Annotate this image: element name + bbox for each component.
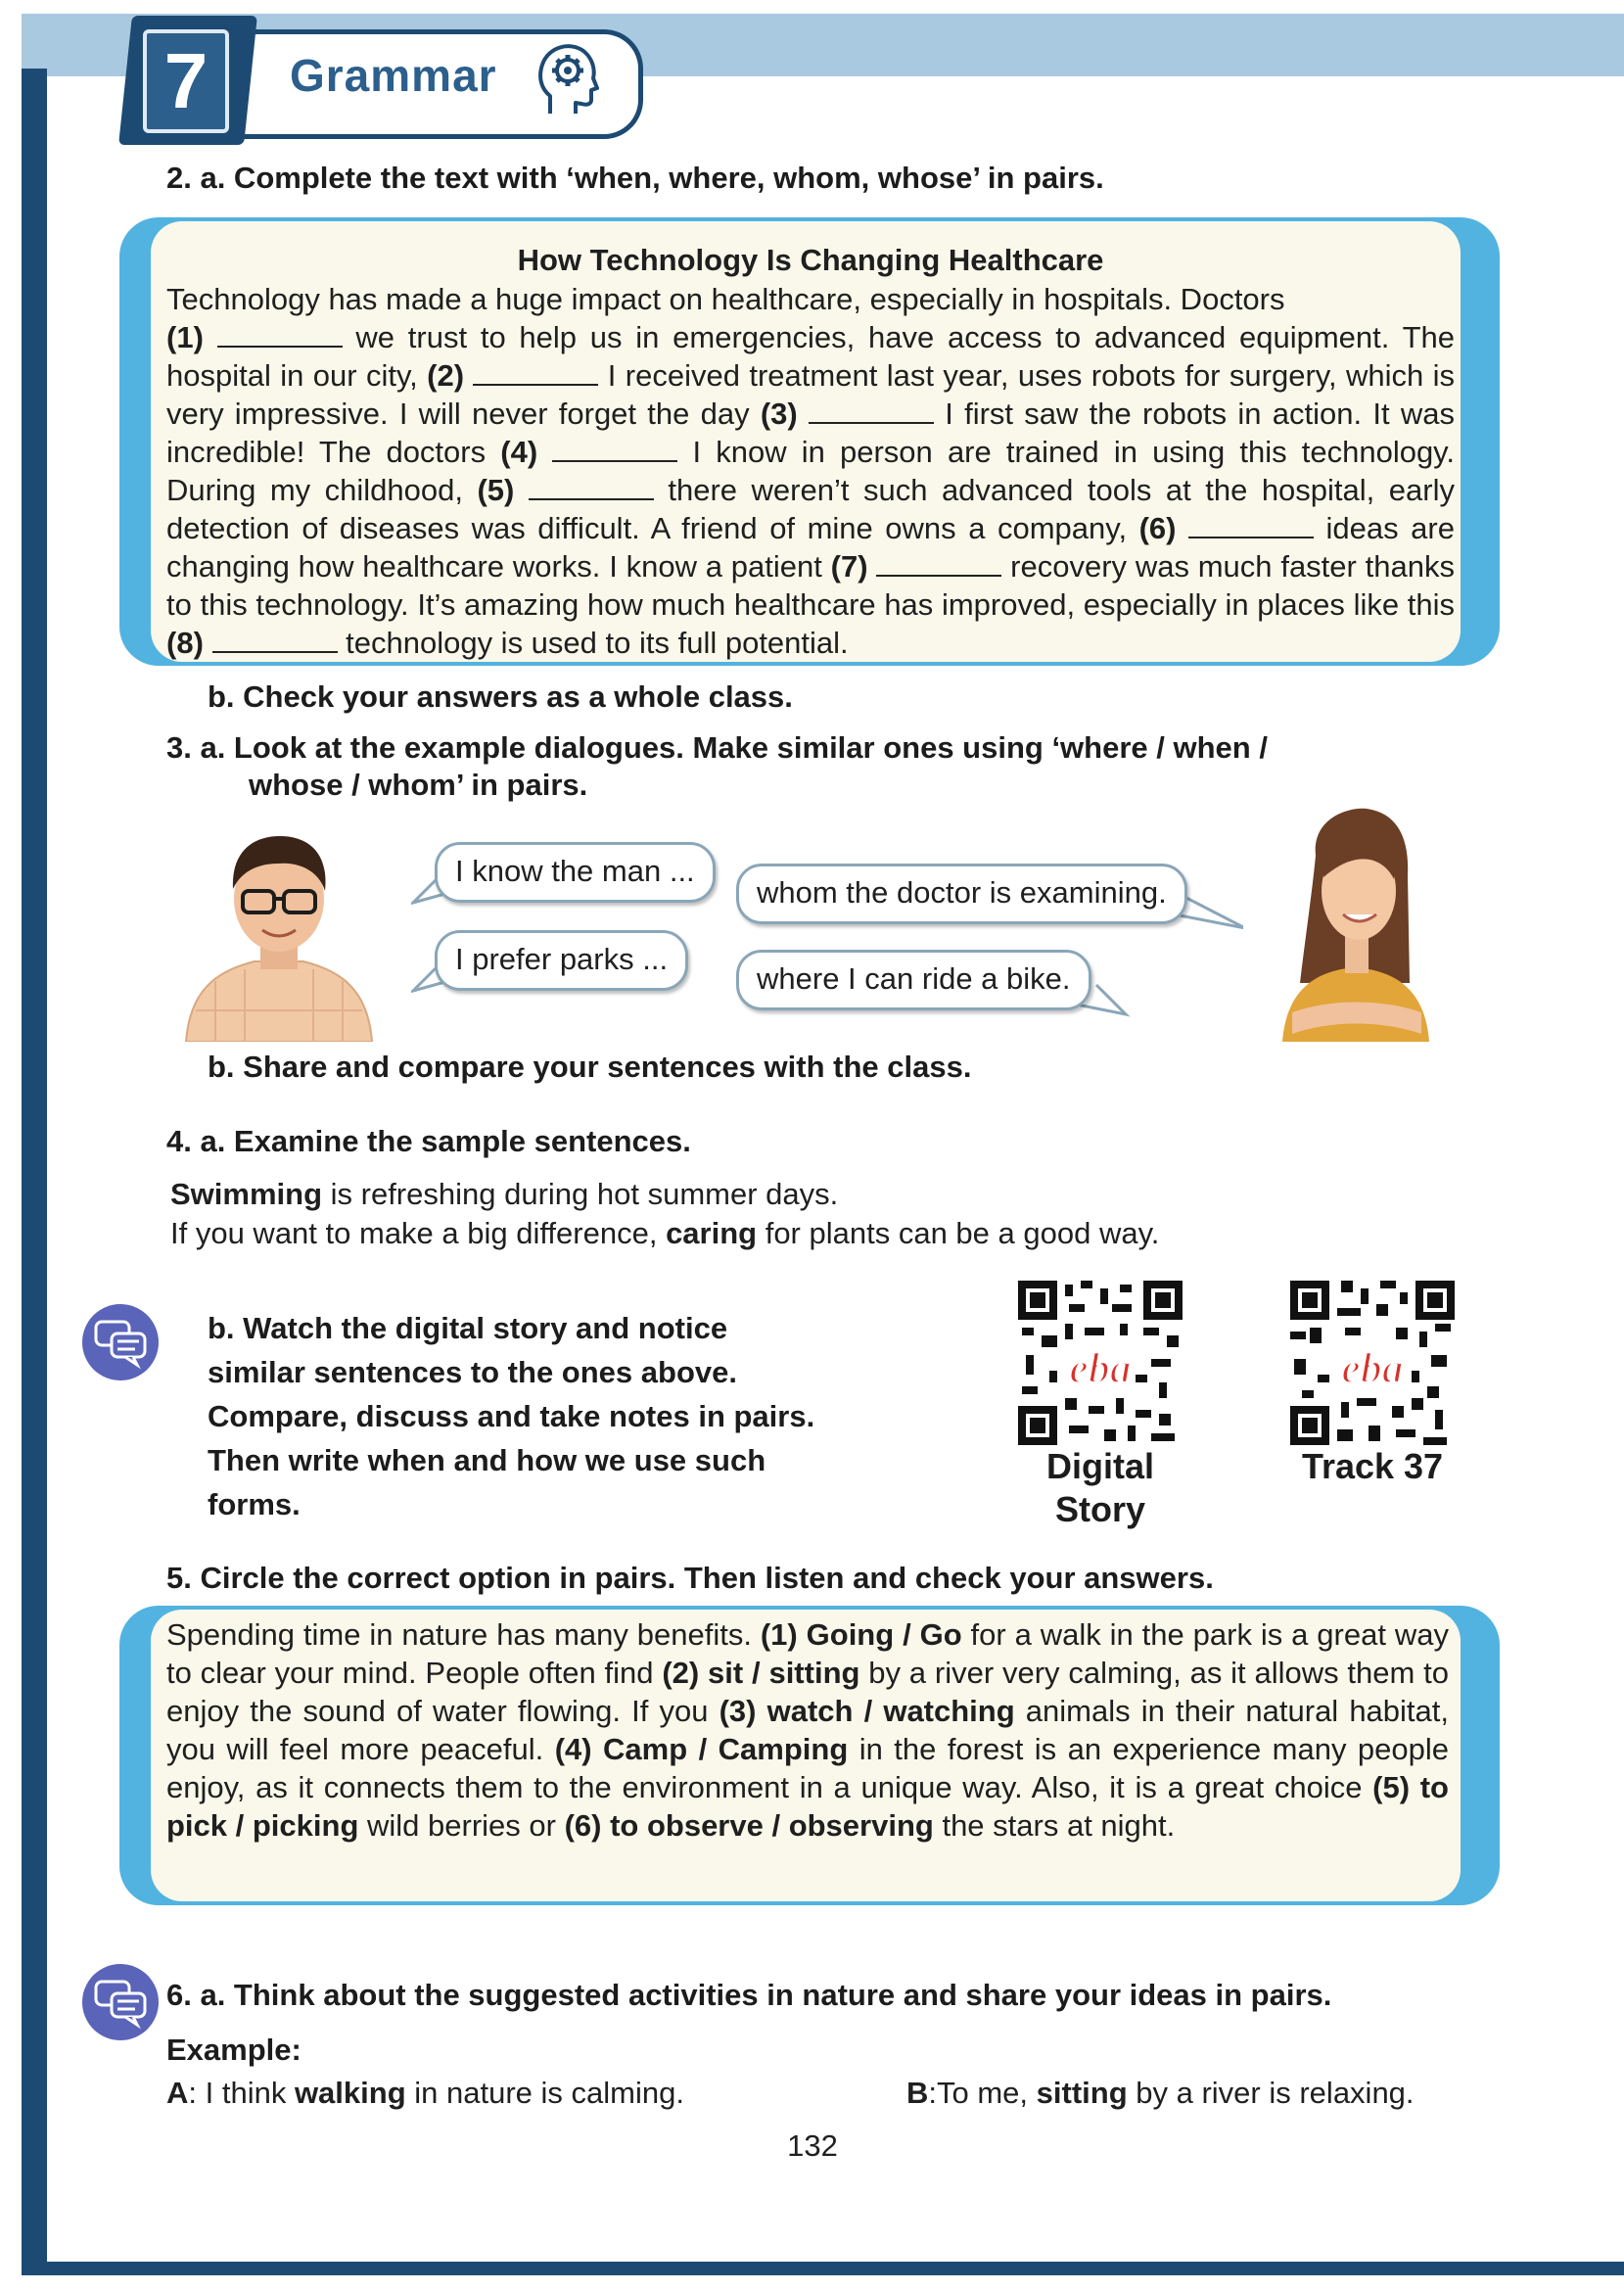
blank-4[interactable] bbox=[552, 435, 677, 462]
eba-logo-2: eba bbox=[1341, 1344, 1404, 1392]
option-5[interactable]: (5) to pick / picking bbox=[166, 1770, 1449, 1843]
ex2-task-a: 2. a. Complete the text with ‘when, where, whom, whose’ in pairs. bbox=[166, 161, 1104, 195]
unit-number: 7 bbox=[163, 37, 209, 124]
option-3[interactable]: (3) watch / watching bbox=[719, 1694, 1015, 1728]
bubble-boy-2: I prefer parks ... bbox=[435, 930, 688, 991]
ex3-task-b: b. Share and compare your sentences with the class. bbox=[208, 1050, 972, 1084]
blank-7[interactable] bbox=[876, 549, 1001, 577]
eba-logo-1: eba bbox=[1069, 1344, 1132, 1392]
option-6[interactable]: (6) to observe / observing bbox=[564, 1808, 934, 1843]
example-a: A: I think walking in nature is calming. bbox=[166, 2076, 684, 2110]
ex5-task: 5. Circle the correct option in pairs. Then listen and check your answers. bbox=[166, 1561, 1214, 1595]
text-title: How Technology Is Changing Healthcare bbox=[517, 243, 1104, 277]
page-number: 132 bbox=[787, 2128, 838, 2163]
ex4-task-b: b. Watch the digital story and notice similar sentences to the ones above. Compare, discuss and take notes in pairs. Then write when and how we use such forms. bbox=[208, 1311, 815, 1521]
blank-6[interactable] bbox=[1188, 511, 1314, 538]
bubble-girl-2: where I can ride a bike. bbox=[736, 950, 1091, 1010]
bubble-girl-1: whom the doctor is examining. bbox=[736, 864, 1187, 924]
ex2-task-b: b. Check your answers as a whole class. bbox=[208, 679, 793, 714]
bottom-band bbox=[22, 2262, 1624, 2275]
option-4[interactable]: (4) Camp / Camping bbox=[554, 1732, 849, 1766]
blank-3[interactable] bbox=[809, 397, 934, 424]
ex3-task-a-line1: 3. a. Look at the example dialogues. Make similar ones using ‘where / when / bbox=[166, 730, 1268, 765]
left-band bbox=[22, 69, 47, 2271]
blank-1[interactable] bbox=[217, 320, 343, 348]
girl-illustration bbox=[1273, 807, 1439, 1042]
blank-8[interactable] bbox=[212, 626, 338, 653]
sample-sentence-2: If you want to make a big difference, caring for plants can be a good way. bbox=[170, 1216, 1160, 1250]
qr-code-digital-story[interactable] bbox=[1018, 1281, 1183, 1445]
blank-5[interactable] bbox=[529, 473, 654, 500]
ex4-task-a: 4. a. Examine the sample sentences. bbox=[166, 1124, 691, 1158]
option-2[interactable]: (2) sit / sitting bbox=[662, 1656, 860, 1690]
pair-work-icon bbox=[82, 1304, 159, 1380]
qr-code-track-37[interactable] bbox=[1290, 1281, 1455, 1445]
qr-label-digital-story: Digital Story bbox=[1045, 1446, 1154, 1529]
example-b: B:To me, sitting by a river is relaxing. bbox=[906, 2076, 1415, 2110]
sample-sentence-1: Swimming is refreshing during hot summer days. bbox=[170, 1177, 839, 1211]
ex2-paragraph: Technology has made a huge impact on healthcare, especially in hospitals. Doctors (1) we trust to help us in emergencies, have access to advanced equipment. The hospital in our city, (2) I received treatment last year, uses robots for surgery, which is very impressive. I will never forget the day (3) I first saw the robots in action. It was incredible! The doctors (4) I know in person are trained in using this technology. During my childhood, (5) there weren’t such advanced tools at the hospital, early detection of diseases was difficult. A friend of mine owns a company, (6) ideas are changing how healthcare works. I know a patient (7) recovery was much faster thanks to this technology. It’s amazing how much healthcare has improved, especially in places like this (8) technology is used to its full potential. bbox=[166, 282, 1456, 660]
pair-work-icon-2 bbox=[82, 1964, 159, 2040]
ex6-task: 6. a. Think about the suggested activities in nature and share your ideas in pairs. bbox=[166, 1978, 1332, 2012]
head-gear-icon bbox=[536, 41, 599, 117]
blank-2[interactable] bbox=[473, 358, 598, 386]
qr-label-track-37: Track 37 bbox=[1301, 1446, 1444, 1486]
boy-illustration bbox=[176, 815, 382, 1042]
example-label: Example: bbox=[166, 2033, 302, 2067]
option-1[interactable]: (1) Going / Go bbox=[760, 1617, 962, 1652]
ex5-paragraph: Spending time in nature has many benefits. (1) Going / Go for a walk in the park is a great way to clear your mind. People often find (2) sit / sitting by a river very calming, as it allows them to enjoy the sound of water flowing. If you (3) watch / watching animals in their natural habitat, you will feel more peaceful. (4) Camp / Camping in the forest is an experience many people enjoy, as it connects them to the environment in a unique way. Also, it is a great choice (5) to pick / picking wild berries or (6) to observe / observing the stars at night. bbox=[166, 1617, 1450, 1843]
unit-title: Grammar bbox=[290, 50, 497, 101]
bubble-boy-1: I know the man ... bbox=[435, 842, 716, 903]
ex3-task-a-line2: whose / whom’ in pairs. bbox=[249, 768, 588, 802]
